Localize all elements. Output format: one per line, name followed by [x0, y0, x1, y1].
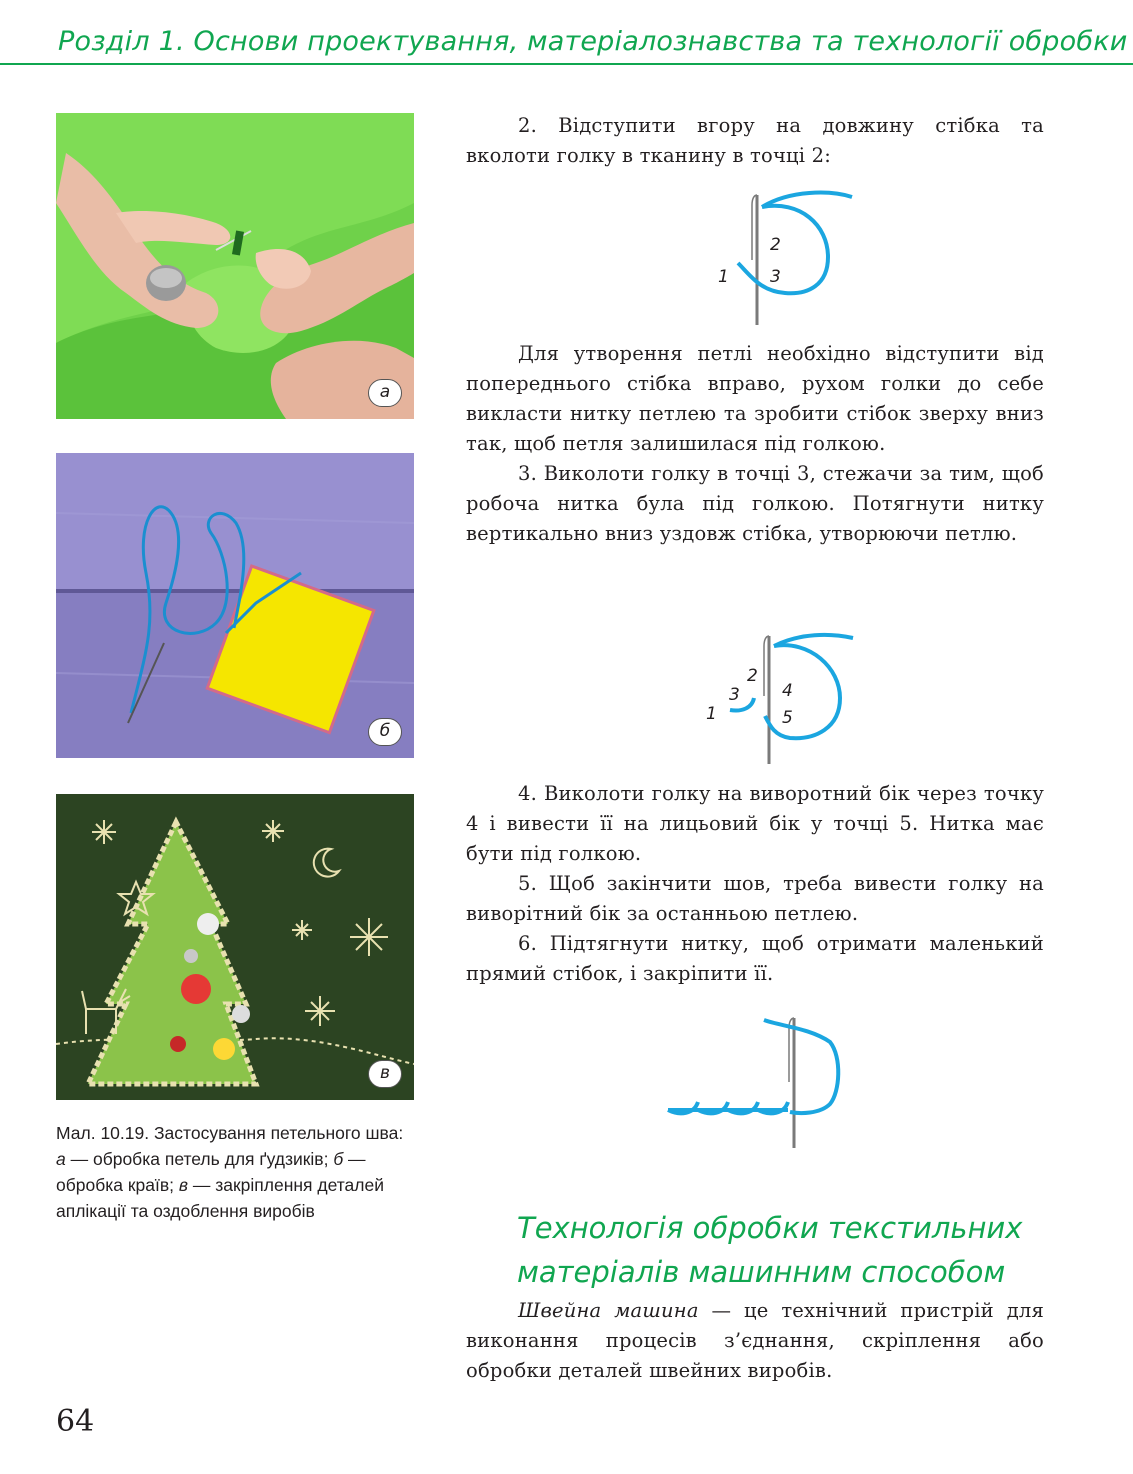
definition-term: Швейна машина [518, 1299, 699, 1322]
photo-label-a: а [368, 379, 402, 407]
loop-instructions-block [466, 339, 1044, 549]
steps-4-6-block [466, 779, 1044, 989]
step-6-text: 6. Підтягнути нитку, щоб отримати маленький прямий стібок, і закріпити її. [466, 932, 1044, 985]
header-rule [0, 63, 1133, 65]
fig2-label-2: 2 [747, 666, 758, 686]
step-2-text: 2. Відступити вгору на довжину стібка та вколоти голку в тканину в точці 2: [466, 114, 1044, 167]
step-2-block [466, 111, 1044, 171]
step-5-text: 5. Щоб закінчити шов, треба вивести голку на виворітний бік за останньою петлею. [466, 872, 1044, 925]
stitch-diagram-2 [700, 628, 870, 768]
loop-instructions-text: Для утворення петлі необхідно відступити від попереднього стібка вправо, рухом голки до себе викласти нитку петлею та зробити стібок зверху вниз так, щоб петля залишилася під голкою. [466, 342, 1044, 455]
fig1-label-3: 3 [770, 267, 781, 287]
fig2-label-1: 1 [706, 704, 717, 724]
photo-buttonhole [56, 113, 414, 419]
definition-text: — це технічний пристрій для виконання процесів з’єднання, скріплення або обробки деталей швейних виробів. [466, 1299, 1044, 1382]
photo-applique [56, 794, 414, 1100]
fig2-label-5: 5 [782, 708, 793, 728]
section-heading: Технологія обробки текстильних матеріалів машинним способом [517, 1211, 1023, 1289]
caption-text-b: — обробка країв; [56, 1149, 366, 1195]
caption-letter-a: а [56, 1149, 66, 1169]
fig1-label-1: 1 [718, 267, 729, 287]
stitch-diagram-1 [700, 185, 870, 330]
caption-prefix: Мал. 10.19. Застосування петельного шва: [56, 1123, 404, 1143]
caption-letter-c: в [178, 1175, 189, 1195]
fig2-label-3: 3 [729, 685, 740, 705]
caption-text-a: — обробка петель для ґудзиків; [65, 1149, 334, 1169]
caption-letter-b: б [333, 1149, 344, 1169]
fig1-label-2: 2 [770, 235, 781, 255]
running-header: Розділ 1. Основи проектування, матеріалознавства та технології обробки [58, 26, 1128, 57]
step-4-text: 4. Виколоти голку на виворотний бік через точку 4 і вивести її на лицьовий бік у точці 5. Нитка має бути під голкою. [466, 782, 1044, 865]
figure-caption [56, 1120, 416, 1224]
definition-paragraph [466, 1296, 1044, 1386]
fig2-label-4: 4 [782, 681, 793, 701]
photo-label-c: в [368, 1060, 402, 1088]
step-3-text: 3. Виколоти голку в точці 3, стежачи за тим, щоб робоча нитка була під голкою. Потягнути нитку вертикально вниз уздовж стібка, утворюючи петлю. [466, 462, 1044, 545]
definition-block [466, 1296, 1044, 1386]
photo-label-b: б [368, 718, 402, 746]
stitch-diagram-3 [660, 1012, 860, 1152]
caption-text-c: — закріплення деталей аплікації та оздоблення виробів [56, 1175, 385, 1221]
page-number: 64 [56, 1404, 95, 1439]
photo-edge-finishing [56, 453, 414, 758]
